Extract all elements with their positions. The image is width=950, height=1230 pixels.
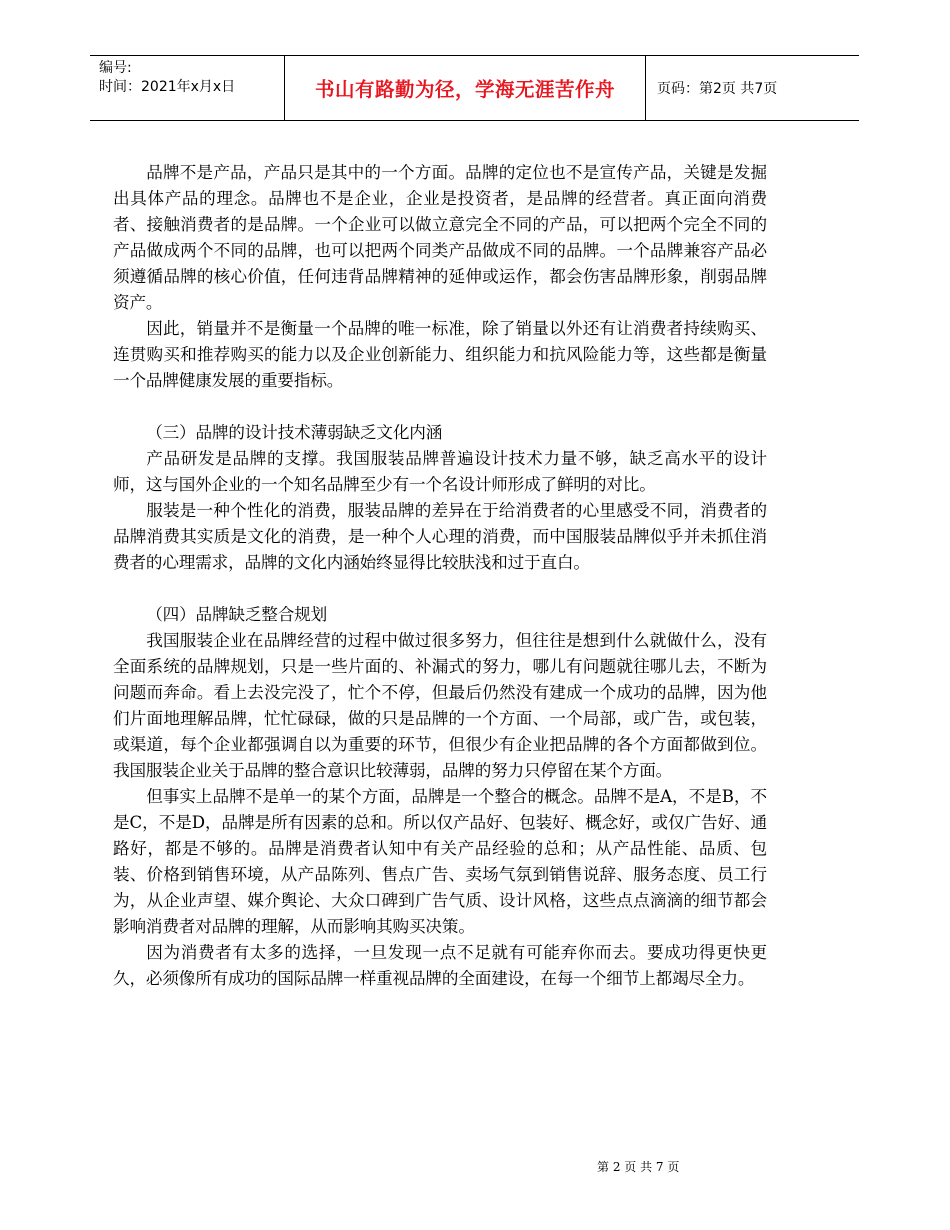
header-page-cell [646, 56, 859, 120]
paragraph: 我国服装企业在品牌经营的过程中做过很多努力，但往往是想到什么就做什么，没有全面系统的品牌规划，只是一些片面的、补漏式的努力，哪儿有问题就往哪儿去，不断为问题而奔命。看上去没完没了，忙个不停，但最后仍然没有建成一个成功的品牌，因为他们片面地理解品牌，忙忙碌碌，做的只是品牌的一个方面、一个局部，或广告，或包装，或渠道，每个企业都强调自以为重要的环节，但很少有企业把品牌的各个方面都做到位。我国服装企业关于品牌的整合意识比较薄弱，品牌的努力只停留在某个方面。 [113, 631, 767, 780]
date-label: 时间：2021年x月x日 [99, 79, 236, 95]
paragraph: 因为消费者有太多的选择，一旦发现一点不足就有可能弃你而去。要成功得更快更久，必须像所有成功的国际品牌一样重视品牌的全面建设，在每一个细节上都竭尽全力。 [113, 943, 767, 988]
paragraph: 产品研发是品牌的支撑。我国服装品牌普遍设计技术力量不够，缺乏高水平的设计师，这与国外企业的一个知名品牌至少有一个名设计师形成了鲜明的对比。 [113, 449, 767, 494]
doc-number-label: 编号: [99, 60, 132, 76]
page-info: 页码：第2页 共7页 [657, 81, 778, 97]
motto-text: 书山有路勤为径，学海无涯苦作舟 [314, 78, 615, 101]
footer-page-number: 第 2 页 共 7 页 [597, 1160, 680, 1174]
paragraph: 但事实上品牌不是单一的某个方面，品牌是一个整合的概念。品牌不是A，不是B，不是C，不是D，品牌是所有因素的总和。所以仅产品好、包装好、概念好，或仅广告好、通路好，都是不够的。品牌是消费者认知中有关产品经验的总和；从产品性能、品质、包装、价格到销售环境，从产品陈列、售点广告、卖场气氛到销售说辞、服务态度、员工行为，从企业声望、媒介舆论、大众口碑到广告气质、设计风格，这些点点滴滴的细节都会影响消费者对品牌的理解，从而影响其购买决策。 [113, 787, 767, 936]
paragraph: 因此，销量并不是衡量一个品牌的唯一标准，除了销量以外还有让消费者持续购买、连贯购买和推荐购买的能力以及企业创新能力、组织能力和抗风险能力等，这些都是衡量一个品牌健康发展的重要指标。 [113, 319, 767, 390]
paragraph: 品牌不是产品，产品只是其中的一个方面。品牌的定位也不是宣传产品，关键是发掘出具体产品的理念。品牌也不是企业，企业是投资者，是品牌的经营者。真正面向消费者、接触消费者的是品牌。一个企业可以做立意完全不同的产品，可以把两个完全不同的产品做成两个不同的品牌，也可以把两个同类产品做成不同的品牌。一个品牌兼容产品必须遵循品牌的核心价值，任何违背品牌精神的延伸或运作，都会伤害品牌形象，削弱品牌资产。 [113, 163, 767, 312]
header-motto-cell [285, 56, 646, 120]
page-footer [597, 1158, 679, 1175]
section-heading: （四）品牌缺乏整合规划 [146, 605, 328, 624]
paragraph: 服装是一种个性化的消费，服装品牌的差异在于给消费者的心里感受不同，消费者的品牌消费其实质是文化的消费，是一种个人心理的消费，而中国服装品牌似乎并未抓住消费者的心理需求，品牌的文化内涵始终显得比较肤浅和过于直白。 [113, 501, 767, 572]
page-header [90, 55, 859, 121]
document-body [113, 160, 767, 992]
header-meta [90, 56, 285, 120]
section-heading: （三）品牌的设计技术薄弱缺乏文化内涵 [146, 423, 443, 442]
